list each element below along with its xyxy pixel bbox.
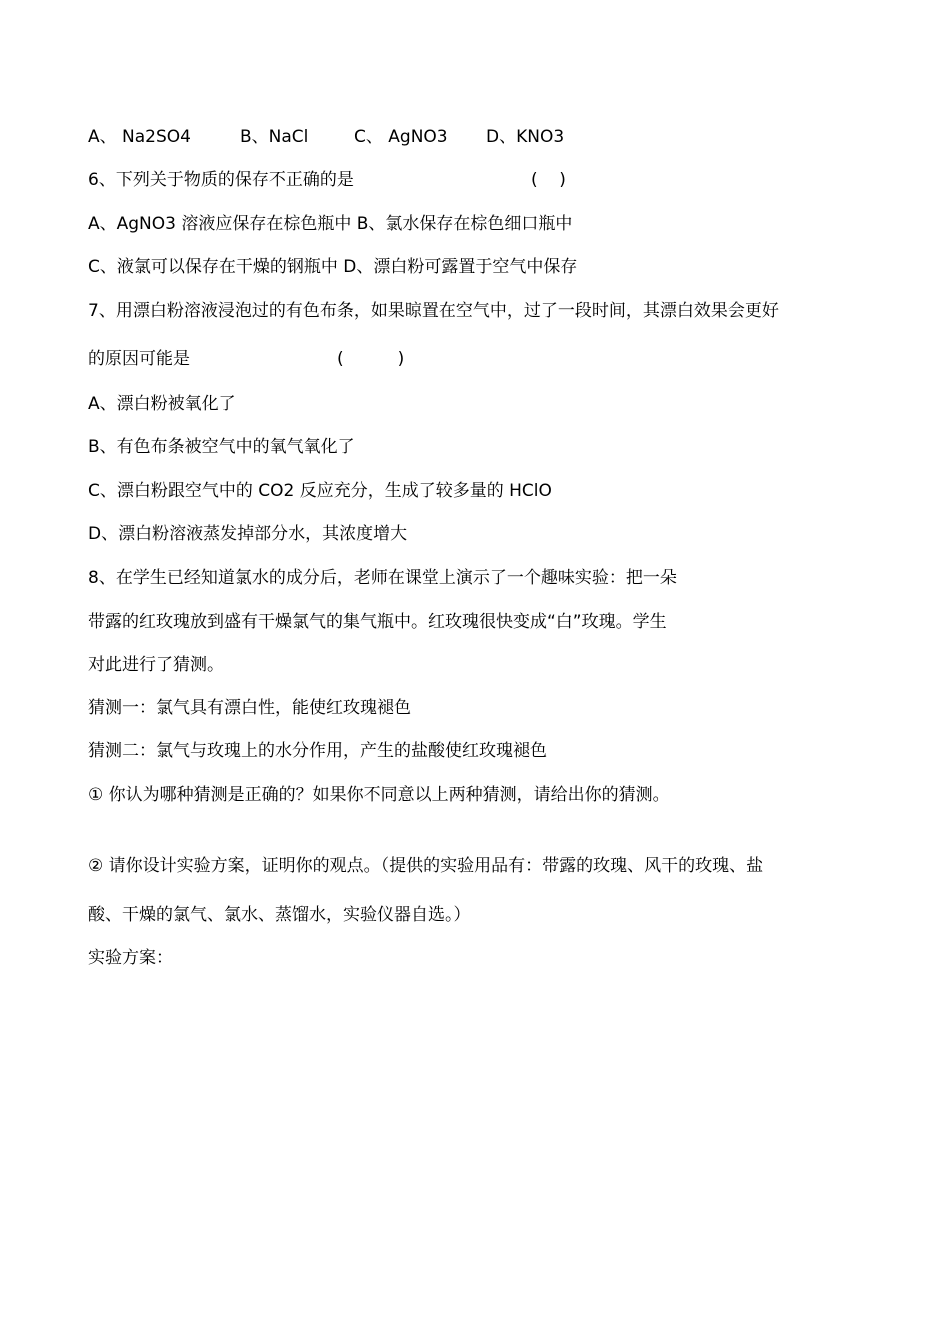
q6-options-cd: C、液氯可以保存在干燥的钢瓶中 D、漂白粉可露置于空气中保存 <box>88 257 578 277</box>
q7-option-d: D、漂白粉溶液蒸发掉部分水，其浓度增大 <box>88 524 408 544</box>
q6-stem: 6、下列关于物质的保存不正确的是 <box>88 170 354 190</box>
q8-guess-two: 猜测二：氯气与玫瑰上的水分作用，产生的盐酸使红玫瑰褪色 <box>88 741 547 761</box>
q8-subquestion-2-line1: ② 请你设计实验方案，证明你的观点。（提供的实验用品有：带露的玫瑰、风干的玫瑰、盐 <box>88 856 764 876</box>
q7-answer-paren: ( ) <box>337 349 405 369</box>
q7-option-a: A、漂白粉被氧化了 <box>88 394 236 414</box>
q5-option-a: A、 Na2SO4 <box>88 127 191 147</box>
q8-subquestion-1: ① 你认为哪种猜测是正确的？如果你不同意以上两种猜测，请给出你的猜测。 <box>88 785 670 805</box>
q5-option-c: C、 AgNO3 <box>354 127 448 147</box>
q5-option-d: D、KNO3 <box>486 127 565 147</box>
q8-stem-line1: 8、在学生已经知道氯水的成分后，老师在课堂上演示了一个趣味实验：把一朵 <box>88 568 677 588</box>
q5-options-row <box>88 126 564 148</box>
q5-option-b: B、NaCl <box>240 127 309 147</box>
q8-stem-line2: 带露的红玫瑰放到盛有干燥氯气的集气瓶中。红玫瑰很快变成“白”玫瑰。学生 <box>88 612 667 632</box>
q8-plan-label: 实验方案： <box>88 948 173 968</box>
q7-stem-line2: 的原因可能是 <box>88 349 190 369</box>
q8-guess-one: 猜测一：氯气具有漂白性，能使红玫瑰褪色 <box>88 698 411 718</box>
q7-option-c: C、漂白粉跟空气中的 CO2 反应充分，生成了较多量的 HClO <box>88 481 552 501</box>
q8-subquestion-2-line2: 酸、干燥的氯气、氯水、蒸馏水，实验仪器自选。） <box>88 905 471 925</box>
q6-answer-paren: ( ) <box>531 170 566 190</box>
q8-stem-line3: 对此进行了猜测。 <box>88 655 224 675</box>
q7-stem-line1: 7、用漂白粉溶液浸泡过的有色布条，如果晾置在空气中，过了一段时间，其漂白效果会更好 <box>88 301 779 321</box>
q6-options-ab: A、AgNO3 溶液应保存在棕色瓶中 B、氯水保存在棕色细口瓶中 <box>88 214 573 234</box>
q7-option-b: B、有色布条被空气中的氧气氧化了 <box>88 437 355 457</box>
